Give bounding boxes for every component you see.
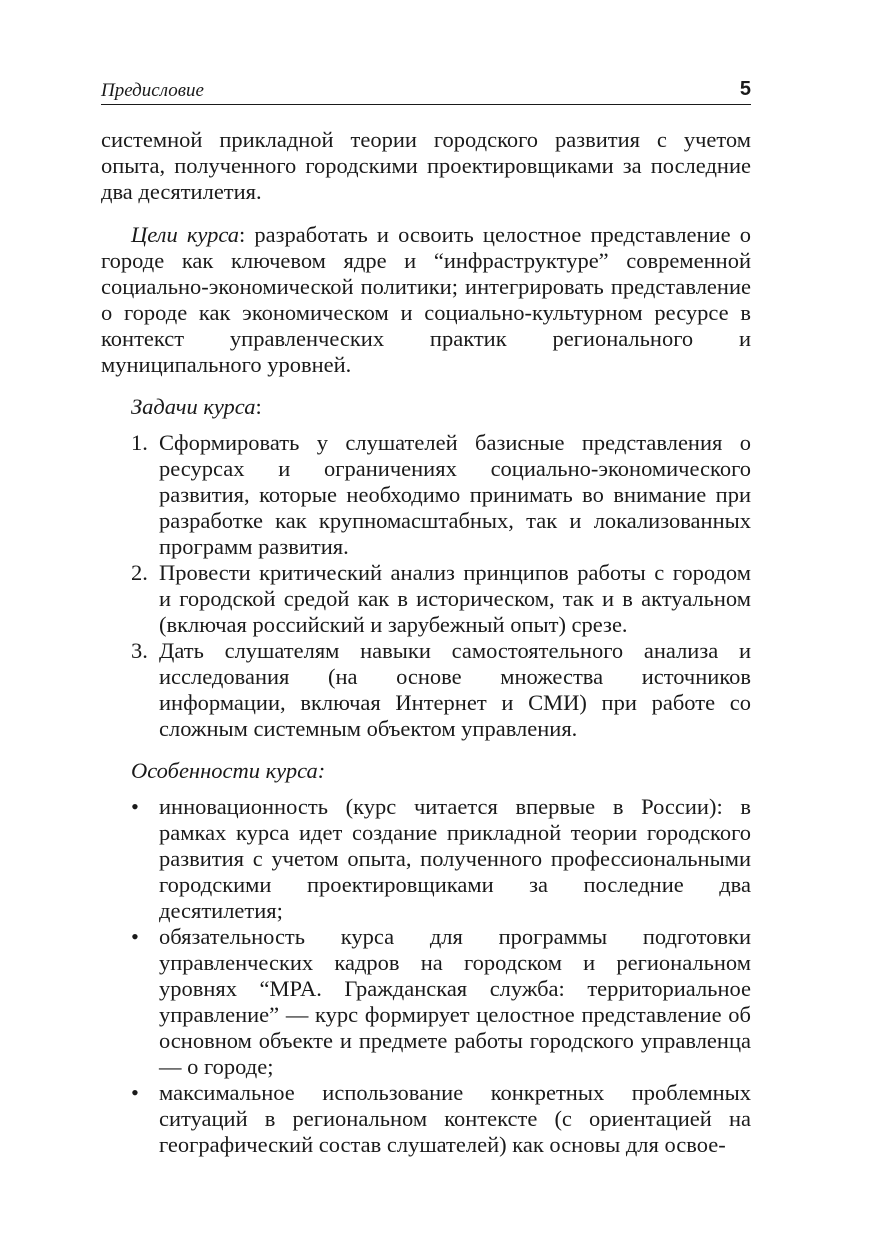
list-item-text: Провести критический анализ принципов работы с городом и городской средой как в историческом, так и в актуальном (включая российский и зарубежный опыт) срезе. [159, 560, 751, 637]
bullet-icon: • [131, 1080, 139, 1105]
tasks-list [101, 430, 751, 742]
running-header-title: Предисловие [101, 80, 204, 101]
bullet-icon: • [131, 794, 139, 819]
bullet-icon: • [131, 924, 139, 949]
list-item [101, 430, 751, 560]
list-item [101, 560, 751, 638]
list-item-text: максимальное использование конкретных проблемных ситуаций в региональном контексте (с ориентацией на географический состав слушателей) как основы для освое- [159, 1080, 751, 1157]
list-item-number: 3. [131, 638, 148, 663]
tasks-heading-suffix: : [255, 394, 262, 419]
list-item [101, 1080, 751, 1158]
list-item-number: 1. [131, 430, 148, 455]
list-item [101, 794, 751, 924]
list-item-text: Сформировать у слушателей базисные представления о ресурсах и ограничениях социально-экономического развития, которые необходимо принимать во внимание при разработке как крупномасштабных, так и локализованных программ развития. [159, 430, 751, 559]
features-heading: Особенности курса: [131, 758, 326, 783]
goals-paragraph [101, 222, 751, 378]
page-number: 5 [739, 78, 751, 100]
list-item [101, 924, 751, 1080]
list-item-text: обязательность курса для программы подготовки управленческих кадров на городском и региональном уровнях “MPA. Гражданская служба: территориальное управление” — курс формирует целостное представление об основном объекте и предмете работы городского управленца — о городе; [159, 924, 751, 1079]
list-item [101, 638, 751, 742]
tasks-heading [101, 394, 751, 420]
page-body [101, 127, 751, 1158]
goals-label: Цели курса [131, 222, 240, 247]
intro-paragraph: системной прикладной теории городского развития с учетом опыта, полученного городскими проектировщиками за последние два десятилетия. [101, 127, 751, 204]
list-item-text: инновационность (курс читается впервые в России): в рамках курса идет создание прикладной теории городского развития с учетом опыта, полученного профессиональными городскими проектировщиками за последние два десятилетия; [159, 794, 751, 923]
list-item-text: Дать слушателям навыки самостоятельного анализа и исследования (на основе множества источников информации, включая Интернет и СМИ) при работе со сложным системным объектом управления. [159, 638, 751, 741]
features-list [101, 794, 751, 1158]
running-header [101, 78, 751, 105]
goals-text: : разработать и освоить целостное представление о городе как ключевом ядре и “инфраструктуре” современной социально-экономической политики; интегрировать представление о городе как экономическом и социально-культурном ресурсе в контекст управленческих практик регионального и муниципального уровней. [101, 222, 752, 377]
list-item-number: 2. [131, 560, 148, 585]
tasks-heading-label: Задачи курса [131, 394, 256, 419]
